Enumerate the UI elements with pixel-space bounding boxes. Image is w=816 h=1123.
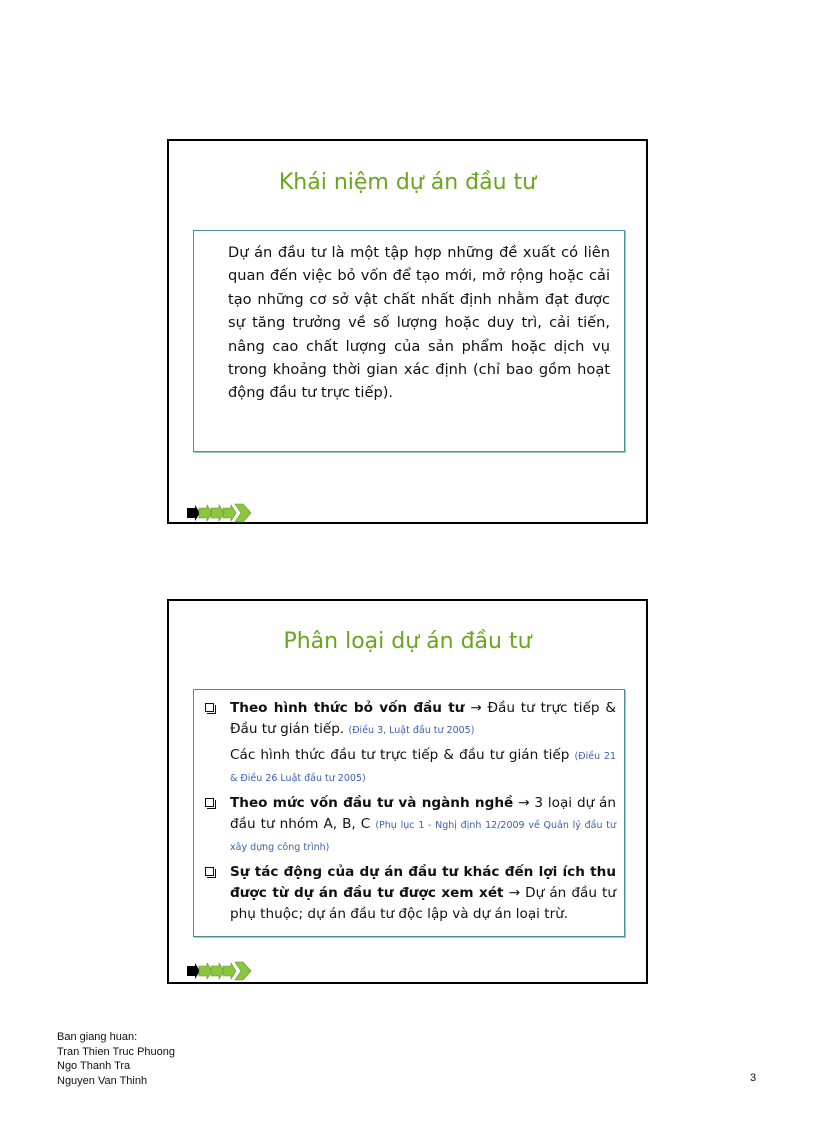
list-item [204, 862, 616, 925]
slide-1 [167, 139, 648, 524]
checkbox-bullet-icon [205, 867, 214, 876]
checkbox-bullet-icon [205, 703, 214, 712]
slide-2 [167, 599, 648, 984]
page-number: 3 [750, 1072, 757, 1084]
footer-name: Nguyen Van Thinh [57, 1074, 148, 1087]
slide-2-title: Phân loại dự án đầu tư [283, 629, 532, 654]
slide-1-title: Khái niệm dự án đầu tư [278, 170, 537, 195]
slide-1-paragraph: Dự án đầu tư là một tập hợp những đề xuất có liên quan đến việc bỏ vốn để tạo mới, mở rộng hoặc cải tạo những cơ sở vật chất nhất định nhằm đạt được sự tăng trưởng về số lượng hoặc duy trì, cải tiến, nâng cao chất lượng của sản phẩm hoặc dịch vụ trong khoảng thời gian xác định (chỉ bao gồm hoạt động đầu tư trực tiếp). [228, 244, 610, 402]
list-item-heading: Theo mức vốn đầu tư và ngành nghề [230, 795, 514, 811]
footer-heading: Ban giang huan: [57, 1031, 138, 1043]
list-item-text: Các hình thức đầu tư trực tiếp & đầu tư gián tiếp [230, 747, 575, 763]
list-item-text: → 3 loại dự án đầu tư nhóm A, B, C [230, 795, 616, 832]
list-item-reference: (Điều 3, Luật đầu tư 2005) [348, 725, 475, 736]
list-item [204, 793, 616, 858]
list-item [204, 698, 616, 741]
classification-list [204, 698, 616, 929]
list-item-reference: (Phụ lục 1 - Nghị định 12/2009 về Quản lý đầu tư xây dựng công trình) [230, 820, 617, 853]
slide-1-content-box [193, 230, 625, 452]
list-item-reference: (Điều 21 & Điều 26 Luật đầu tư 2005) [230, 751, 616, 784]
slide-2-content-box [193, 689, 625, 937]
list-item-text: → Đầu tư trực tiếp & Đầu tư gián tiếp. [230, 700, 617, 737]
checkbox-bullet-icon [205, 798, 214, 807]
list-item-heading: Theo hình thức bỏ vốn đầu tư [230, 700, 465, 716]
list-item-text: → Dự án đầu tư phụ thuộc; dự án đầu tư độc lập và dự án loại trừ. [230, 885, 616, 922]
footer-name: Ngo Thanh Tra [57, 1060, 131, 1072]
navigation-arrows-icon [187, 502, 251, 524]
footer-authors [57, 1030, 175, 1088]
list-item-heading: Sự tác động của dự án đầu tư khác đến lợi ích thu được từ dự án đầu tư được xem xét [230, 864, 616, 901]
navigation-arrows-icon [187, 960, 251, 982]
footer-name: Tran Thien Truc Phuong [57, 1045, 176, 1058]
list-item [204, 745, 616, 789]
